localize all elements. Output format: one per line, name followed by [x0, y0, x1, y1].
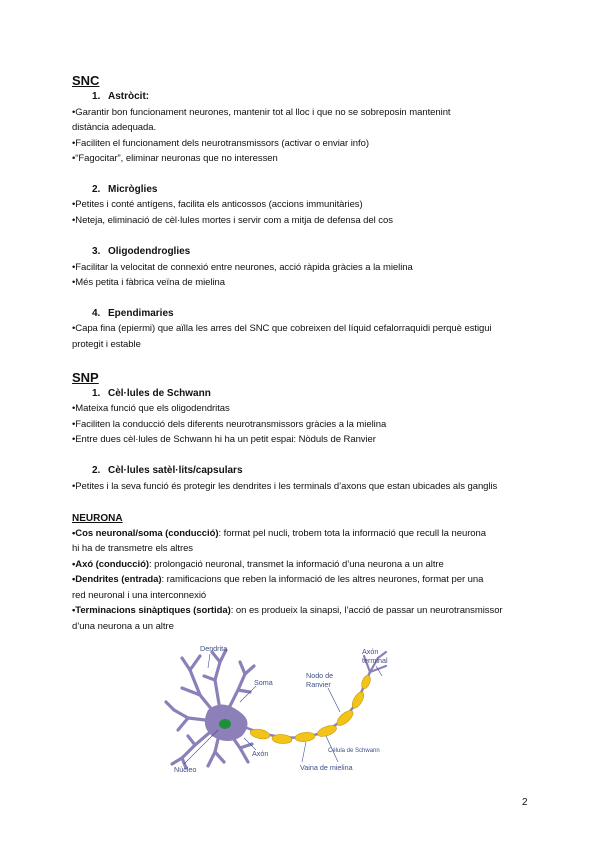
text-line: •Garantir bon funcionament neurones, mantenir tot al lloc i que no se sobreposin mantenint — [72, 107, 451, 118]
text-line: distància adequada. — [72, 122, 157, 133]
label-celula-schwann: Célula de Schwann — [328, 748, 380, 754]
definition-line: •Terminacions sinàptiques (sortida): on es produeix la sinapsi, l’acció de passar un neurotransmissor — [72, 605, 503, 616]
label-axon: Axón — [252, 749, 269, 758]
label-nodo-2: Ranvier — [306, 680, 331, 689]
definition-line: •Axó (conducció): prolongació neuronal, transmet la informació d’una neurona a un altre — [72, 559, 444, 570]
page-number: 2 — [522, 797, 528, 808]
neuron-diagram — [160, 640, 420, 780]
text-line: hi ha de transmetre els altres — [72, 543, 194, 554]
section-title: 2. Micròglies — [92, 184, 158, 195]
text-line: •Faciliten el funcionament dels neurotransmissors (activar o enviar info) — [72, 138, 369, 149]
label-vaina: Vaina de mielina — [300, 763, 353, 772]
text-line: •Entre dues cèl·lules de Schwann hi ha un petit espai: Nòduls de Ranvier — [72, 434, 376, 445]
text-line: •Més petita i fàbrica veïna de mielina — [72, 277, 225, 288]
label-nucleo: Núcleo — [174, 765, 197, 774]
text-line: red neuronal i una interconnexió — [72, 590, 207, 601]
definition-line: •Dendrites (entrada): ramificacions que reben la informació de les altres neurones, format per una — [72, 574, 484, 585]
snc-heading: SNC — [72, 73, 100, 88]
definition-line: •Cos neuronal/soma (conducció): format pel nucli, trobem tota la informació que recull la neurona — [72, 528, 487, 539]
text-line: •Petites i conté antígens, facilita els anticossos (accions immunitàries) — [72, 199, 363, 210]
text-line: •Mateixa funció que els oligodendritas — [72, 403, 230, 414]
section-title: 2. Cèl·lules satèl·lits/capsulars — [92, 465, 243, 476]
label-soma: Soma — [254, 678, 273, 687]
text-line: •“Fagocitar”, eliminar neuronas que no interessen — [72, 153, 278, 164]
section-title: 4. Ependimaries — [92, 308, 174, 319]
label-axon-terminal-2: terminal — [362, 656, 388, 665]
section-title: 3. Oligodendroglies — [92, 246, 191, 257]
snp-heading: SNP — [72, 370, 99, 385]
text-line: d’una neurona a un altre — [72, 621, 174, 632]
label-nodo-1: Nodo de — [306, 671, 334, 680]
section-title: 1. Astròcit: — [92, 91, 150, 102]
text-line: •Petites i la seva funció és protegir les dendrites i les terminals d’axons que estan ubicades als ganglis — [72, 481, 498, 492]
text-line: •Neteja, eliminació de cèl·lules mortes i servir com a mitja de defensa del cos — [72, 215, 393, 226]
nucleus-dot — [219, 719, 231, 729]
text-line: •Faciliten la conducció dels diferents neurotransmissors gràcies a la mielina — [72, 419, 387, 430]
neurona-heading: NEURONA — [72, 513, 123, 524]
text-line: •Capa fina (epiermi) que aïlla les arres del SNC que cobreixen del líquid cefalorraquidi perquè estigui — [72, 323, 492, 334]
section-title: 1. Cèl·lules de Schwann — [92, 388, 211, 399]
label-axon-terminal-1: Axón — [362, 647, 379, 656]
text-line: •Facilitar la velocitat de connexió entre neurones, acció ràpida gràcies a la mielina — [72, 262, 413, 273]
text-line: protegit i estable — [72, 339, 141, 350]
label-dendrita: Dendrita — [200, 644, 228, 653]
